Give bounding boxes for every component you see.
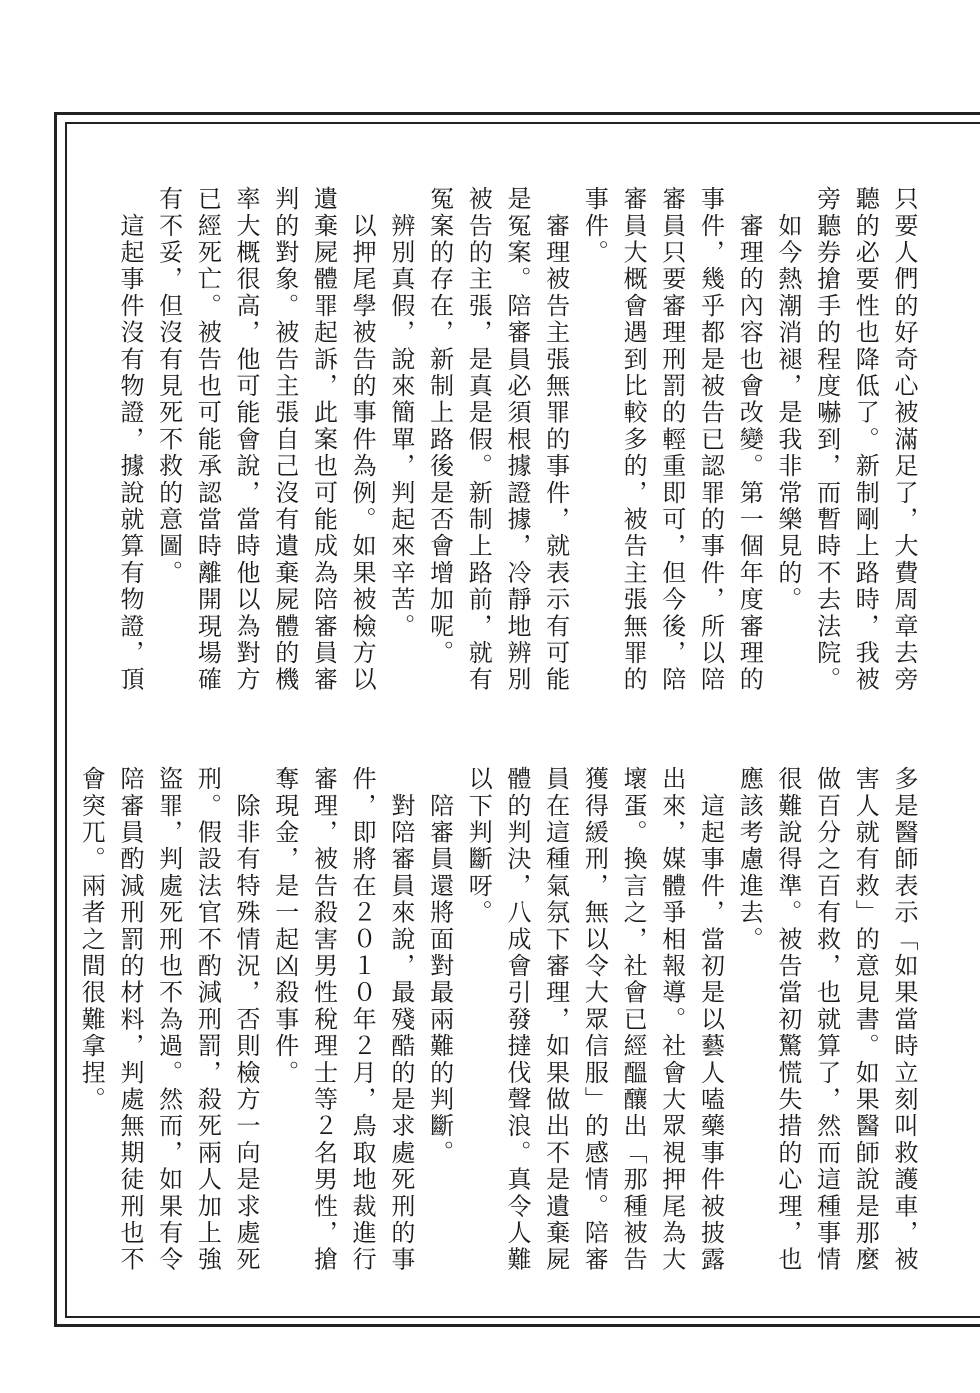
text-column: 審員大概會遇到比較多的，被告主張無罪的 [619,186,648,694]
text-column: 只要人們的好奇心被滿足了，大費周章去旁 [890,186,918,694]
text-column: 刑。假設法官不酌減刑罰，殺死兩人加上強 [193,766,222,1274]
text-column: 審員只要審理刑罰的輕重即可，但今後，陪 [657,186,686,694]
text-column: 已經死亡。被告也可能承認當時離開現場確 [193,186,222,694]
text-column: 旁聽券搶手的程度嚇到，而暫時不去法院。 [812,186,841,694]
text-column: 這起事件，當初是以藝人嗑藥事件被披露 [696,766,725,1274]
text-column: 應該考慮進去。 [735,766,764,953]
text-column: 如今熱潮消褪，是我非常樂見的。 [773,186,802,614]
text-column: 以下判斷呀。 [464,766,493,927]
text-column: 體的判決，八成會引發撻伐聲浪。真令人難 [502,766,531,1274]
text-column: 被告的主張，是真是假。新制上路前，就有 [464,186,493,694]
text-column: 出來，媒體爭相報導。社會大眾視押尾為大 [657,766,686,1274]
text-column: 事件，幾乎都是被告已認罪的事件，所以陪 [696,186,725,694]
text-column: 判的對象。被告主張自己沒有遺棄屍體的機 [270,186,299,694]
text-column: 審理被告主張無罪的事件，就表示有可能 [541,186,570,694]
text-column: 盜罪，判處死刑也不為過。然而，如果有令 [154,766,183,1274]
text-column: 除非有特殊情況，否則檢方一向是求處死 [232,766,261,1274]
text-column: 害人就有救」的意見書。如果醫師說是那麼 [851,766,880,1274]
text-column: 這起事件沒有物證，據說就算有物證，頂 [115,186,144,694]
text-column: 以押尾學被告的事件為例。如果被檢方以 [348,186,377,694]
text-column: 審理的內容也會改變。第一個年度審理的 [735,186,764,694]
text-column: 率大概很高，他可能會說，當時他以為對方 [232,186,261,694]
text-column: 遺棄屍體罪起訴，此案也可能成為陪審員審 [309,186,338,694]
text-column: 陪審員還將面對最兩難的判斷。 [425,766,454,1167]
text-column: 是冤案。陪審員必須根據證據，冷靜地辨別 [502,186,531,694]
text-column: 很難說得準。被告當初驚慌失措的心理，也 [773,766,802,1274]
text-column: 辨別真假，說來簡單，判起來辛苦。 [386,186,415,640]
text-column: 壞蛋。換言之，社會已經醞釀出「那種被告 [619,766,648,1274]
text-column: 冤案的存在，新制上路後是否會增加呢。 [425,186,454,667]
text-column: 件，即將在２０１０年２月，鳥取地裁進行 [348,766,377,1274]
text-column: 審理，被告殺害男性稅理士等２名男性，搶 [309,766,338,1274]
text-column: 奪現金，是一起凶殺事件。 [270,766,299,1087]
text-column: 獲得緩刑，無以令大眾信服」的感情。陪審 [580,766,609,1274]
text-column: 聽的必要性也降低了。新制剛上路時，我被 [851,186,880,694]
text-column: 對陪審員來說，最殘酷的是求處死刑的事 [386,766,415,1274]
text-column: 會突兀。兩者之間很難拿捏。 [77,766,106,1114]
text-column: 做百分之百有救，也就算了，然而這種事情 [812,766,841,1274]
lower-text-block [72,766,923,1273]
text-column: 有不妥，但沒有見死不救的意圖。 [154,186,183,587]
text-column: 事件。 [580,186,609,267]
text-column: 陪審員酌減刑罰的材料，判處無期徒刑也不 [115,766,144,1274]
upper-text-block [110,186,923,693]
text-column: 員在這種氣氛下審理，如果做出不是遺棄屍 [541,766,570,1274]
text-column: 多是醫師表示「如果當時立刻叫救護車，被 [890,766,918,1274]
